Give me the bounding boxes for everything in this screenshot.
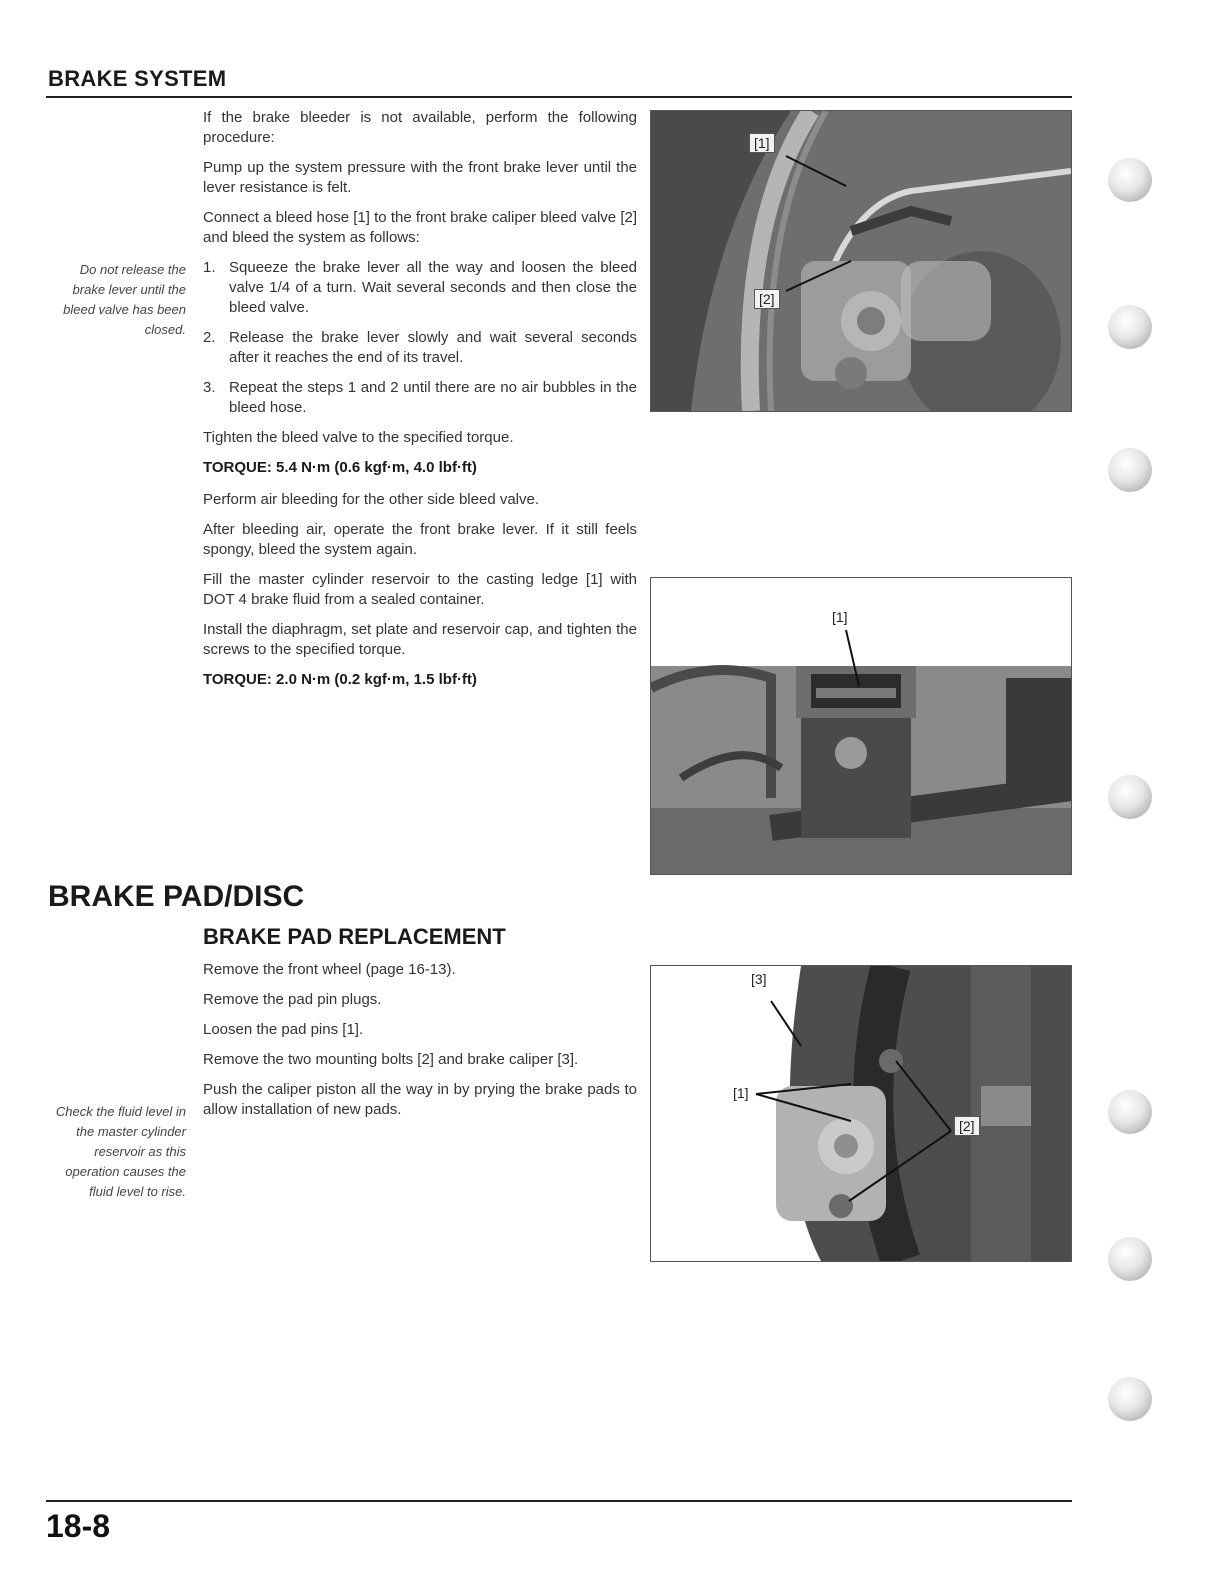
bleeding-procedure [203,108,637,702]
binder-hole [1108,448,1152,492]
master-cylinder-photo [650,577,1072,875]
paragraph: Connect a bleed hose [1] to the front brake caliper bleed valve [2] and bleed the system as follows: [203,209,637,246]
caliper-bleed-illustration [651,111,1071,411]
caliper-removal-photo [650,965,1072,1262]
paragraph: After bleeding air, operate the front brake lever. If it still feels spongy, bleed the system again. [203,521,637,558]
side-note-fluid: Check the fluid level in the master cylinder reservoir as this operation causes the fluid level to rise. [55,1104,186,1199]
binder-hole [1108,1237,1152,1281]
paragraph: Pump up the system pressure with the front brake lever until the lever resistance is felt. [203,159,637,196]
paragraph: Install the diaphragm, set plate and reservoir cap, and tighten the screws to the specified torque. [203,621,637,658]
footer-rule [46,1500,1072,1502]
step-text: Release the brake lever slowly and wait several seconds after it reaches the end of its travel. [229,329,637,366]
callout-label: [1] [832,609,848,625]
paragraph: Fill the master cylinder reservoir to the casting ledge [1] with DOT 4 brake fluid from a sealed container. [203,571,637,608]
paragraph: Push the caliper piston all the way in by prying the brake pads to allow installation of new pads. [203,1081,637,1118]
binder-hole [1108,158,1152,202]
torque-spec: TORQUE: 2.0 N·m (0.2 kgf·m, 1.5 lbf·ft) [203,671,477,688]
pad-replacement-procedure [203,960,637,1130]
paragraph: Tighten the bleed valve to the specified torque. [203,429,514,446]
paragraph: Remove the two mounting bolts [2] and brake caliper [3]. [203,1051,579,1068]
section-heading: BRAKE PAD/DISC [48,880,305,913]
callout-label: [1] [749,133,775,153]
caliper-bleed-photo [650,110,1072,412]
paragraph: Remove the pad pin plugs. [203,991,382,1008]
callout-label: [2] [954,1116,980,1136]
callout-label: [1] [733,1085,749,1101]
step-number: 1. [203,259,216,276]
binder-hole [1108,775,1152,819]
master-cylinder-illustration [651,578,1071,874]
paragraph: Loosen the pad pins [1]. [203,1021,364,1038]
paragraph: Perform air bleeding for the other side bleed valve. [203,491,540,508]
binder-hole [1108,1377,1152,1421]
paragraph: Remove the front wheel (page 16-13). [203,961,456,978]
step-item [203,378,637,418]
callout-label: [2] [754,289,780,309]
step-text: Repeat the steps 1 and 2 until there are no air bubbles in the bleed hose. [229,379,637,416]
section-title: BRAKE SYSTEM [48,66,227,91]
page-number: 18-8 [46,1508,111,1544]
torque-spec: TORQUE: 5.4 N·m (0.6 kgf·m, 4.0 lbf·ft) [203,459,477,476]
paragraph: If the brake bleeder is not available, perform the following procedure: [203,109,637,146]
step-item [203,258,637,318]
side-note-bleed: Do not release the brake lever until the bleed valve has been closed. [63,262,186,337]
step-number: 2. [203,329,216,346]
caliper-removal-illustration [651,966,1071,1261]
binder-hole [1108,305,1152,349]
callout-label: [3] [751,971,767,987]
header-rule [46,96,1072,98]
binder-hole [1108,1090,1152,1134]
step-item [203,328,637,368]
subsection-heading: BRAKE PAD REPLACEMENT [203,924,506,949]
step-text: Squeeze the brake lever all the way and loosen the bleed valve 1/4 of a turn. Wait several seconds and then close the bleed valve. [229,259,637,316]
bleeding-steps [203,258,637,418]
step-number: 3. [203,379,216,396]
